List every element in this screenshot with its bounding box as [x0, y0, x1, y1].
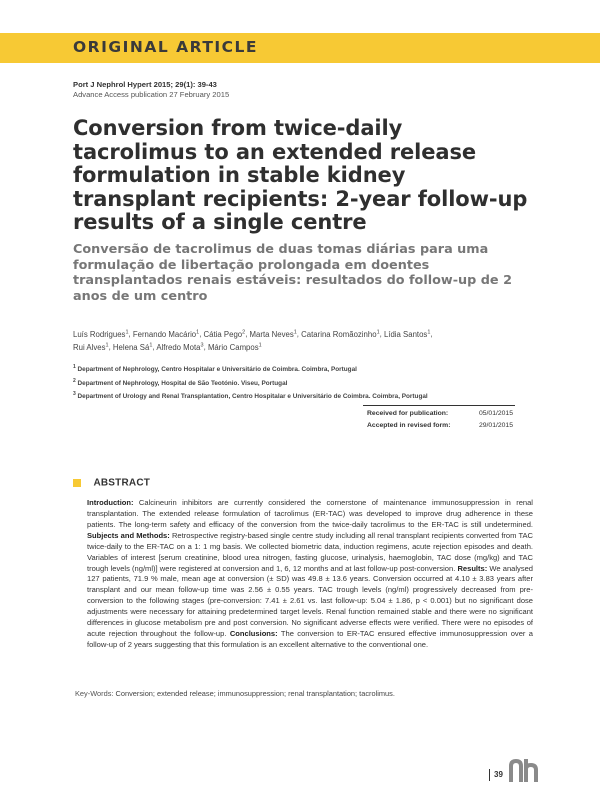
abstract-section-label: Results: — [457, 563, 488, 573]
author-name: Marta Neves — [249, 329, 294, 339]
abstract-marker-icon — [73, 479, 81, 487]
author-name: Helena Sá — [112, 342, 150, 352]
abstract-text: We analysed 127 patients, 71.9 % male, mean age at conversion (± SD) was 49.8 ± 13.6 years. Conversion occurred at 4.10 ± 3.83 years after transplant and our mean follow-up time was 2.56 ± 0.55 years. TAC trough levels (ng/ml) progressively decreased from pre-conversion to the following stages (pre-conversion: 7.41 ± 2.61 vs. last follow-up: 5.04 ± 1.86, p < 0.001) but no significant dose adjustments were necessary for attaining predetermined target levels. Renal function remained stable and there were no significant differences in glucose metabolism pre and post conversion. No significant adverse effects were verified. There were no episodes of acute rejection throughout the follow-up. — [87, 563, 533, 639]
affiliation-number: 1 — [73, 364, 76, 370]
author-affiliation-mark: 2 — [242, 329, 246, 335]
author-affiliation-mark: 1 — [149, 342, 153, 349]
affiliation-number: 2 — [73, 377, 76, 384]
journal-citation: Port J Nephrol Hypert 2015; 29(1): 39-43 — [73, 80, 217, 89]
author-affiliation-mark: 1 — [258, 342, 262, 349]
keywords — [75, 689, 535, 698]
author-name: Fernando Macário — [132, 329, 197, 339]
abstract-heading — [73, 474, 150, 492]
abstract-body — [87, 498, 533, 651]
author — [73, 330, 129, 339]
author-affiliation-mark: 1 — [105, 342, 109, 349]
publication-dates — [363, 405, 515, 432]
author-affiliation-mark: 1 — [427, 329, 431, 335]
nh-logo-icon — [509, 758, 539, 784]
abstract-text: Calcineurin inhibitors are currently considered the cornerstone of maintenance immunosuppression in renal transplantation. The extended release formulation of tacrolimus (ER-TAC) was developed to improve drug adherence in these patients. The long-term safety and efficacy of the conversion from the twice-daily tacrolimus to the ER-TAC is still undetermined. — [87, 498, 533, 529]
keywords-label: Key-Words: — [75, 689, 114, 698]
section-title: ORIGINAL ARTICLE — [73, 38, 259, 56]
author — [113, 343, 152, 352]
affiliation-number: 3 — [73, 391, 76, 398]
author-name: Alfredo Mota — [156, 342, 201, 352]
author — [156, 343, 203, 352]
article-title: Conversion from twice-daily tacrolimus to an extended release formulation in stable kidney transplant recipients: 2-year follow-up results of a single centre — [73, 116, 528, 234]
author — [73, 343, 109, 352]
abstract-title: ABSTRACT — [93, 477, 151, 489]
accepted-label: Accepted in revised form: — [367, 422, 451, 429]
author — [208, 343, 262, 352]
author-name: Luís Rodrigues — [73, 329, 126, 339]
affiliation-list — [73, 362, 543, 403]
author-affiliation-mark: 1 — [376, 329, 380, 335]
author-affiliation-mark: 1 — [125, 329, 129, 335]
author-affiliation-mark: 1 — [196, 329, 200, 335]
author-name: Catarina Romãozinho — [301, 329, 377, 339]
received-label: Received for publication: — [367, 410, 449, 417]
author — [133, 330, 199, 339]
author-list: Luís Rodrigues$^1$, Fernando Macário$^1$, Cátia Pego$^2$, Marta Neves$^1$, Catarina Romãozinho$^1$, Lídia Santos$^1$, Rui Alves$^1$, Helena $Sá^1$, Alfredo Mota$^3$, Mário Campos$^1$ — [73, 329, 433, 352]
author-affiliation-mark: 1 — [293, 329, 297, 335]
received-row — [363, 408, 515, 420]
affiliation-text: Department of Nephrology, Hospital de São Teotónio. Viseu, Portugal — [75, 379, 288, 387]
footer-divider — [489, 769, 490, 781]
affiliation — [73, 362, 543, 376]
author-name: Lídia Santos — [383, 329, 428, 339]
author — [384, 330, 430, 339]
author-affiliation-mark: 3 — [200, 342, 204, 349]
author-name: Cátia Pego — [203, 329, 243, 339]
affiliation — [73, 389, 543, 403]
author-name: Rui Alves — [73, 342, 106, 352]
abstract-section-label: Conclusions: — [229, 629, 278, 639]
accepted-row — [363, 420, 515, 432]
received-date: 05/01/2015 — [478, 410, 513, 417]
abstract-text: The conversion to ER-TAC ensured effective immunosuppression over a follow-up of 2 years suggesting that this formulation is an excellent alternative to the conventional one. — [87, 629, 533, 649]
author — [301, 330, 379, 339]
dates-top-rule — [363, 405, 515, 406]
advance-access-note: Advance Access publication 27 February 2015 — [73, 90, 230, 99]
author — [204, 330, 246, 339]
affiliation — [73, 376, 543, 390]
abstract-section-label: Subjects and Methods: — [87, 530, 170, 540]
abstract-section-label: Introduction: — [87, 498, 134, 507]
author — [250, 330, 297, 339]
author-name: Mário Campos — [207, 342, 259, 352]
page-number: 39 — [494, 770, 503, 779]
keywords-text: Conversion; extended release; immunosuppression; renal transplantation; tacrolimus. — [115, 689, 395, 698]
abstract-text: Retrospective registry-based single centre study including all renal transplant recipients converted from TAC twice-daily to the ER-TAC on a 1: 1 mg basis. We collected biometric data, induction regimens, acute rejection episodes and death. Variables of interest [serum creatinine, blood urea nitrogen, fasting glucose, urinalysis, haemoglobin, TAC dose (mg/kg) and TAC trough levels (ng/ml)] were registered at conversion and 1, 6, 12 months and at last follow-up post-conversion. — [87, 530, 533, 573]
affiliation-text: Department of Urology and Renal Transplantation, Centro Hospitalar e Universitário de Coimbra. Coimbra, Portugal — [75, 393, 428, 401]
accepted-date: 29/01/2015 — [478, 422, 513, 429]
article-subtitle: Conversão de tacrolimus de duas tomas diárias para uma formulação de libertação prolongada em doentes transplantados renais estáveis: resultados do follow-up de 2 anos de um centro — [73, 242, 512, 304]
affiliation-text: Department of Nephrology, Centro Hospitalar e Universitário de Coimbra. Coimbra, Portugal — [75, 366, 357, 374]
